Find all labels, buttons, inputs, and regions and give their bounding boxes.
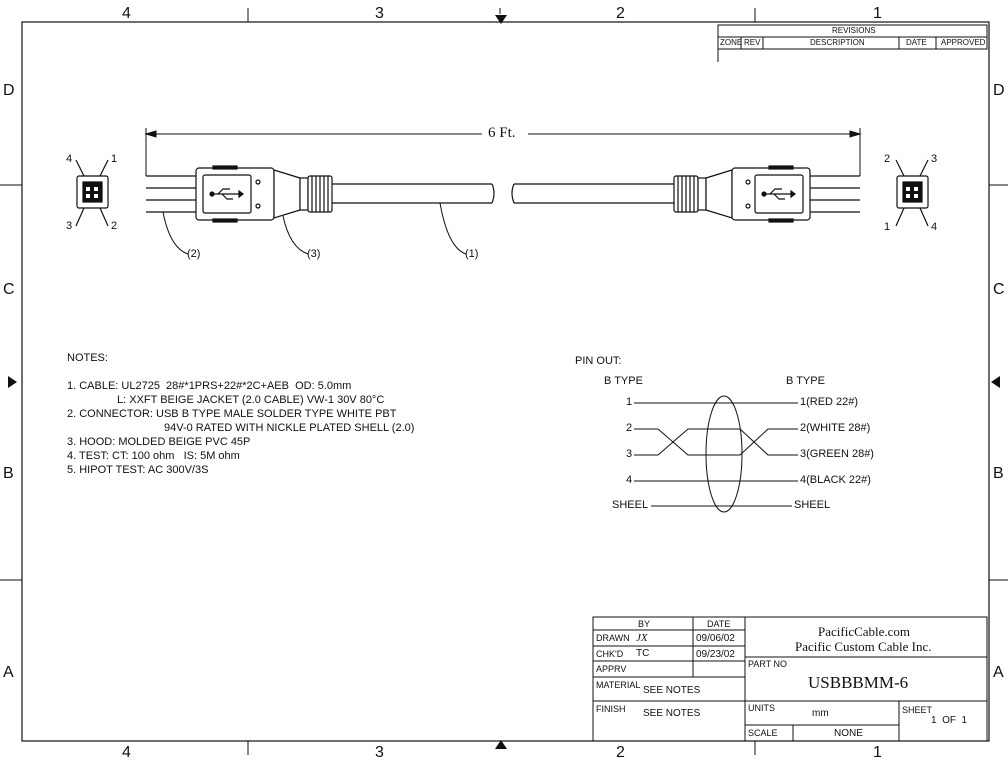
tb-drawn-by: JX (636, 632, 648, 644)
zone-col-1-top: 1 (873, 5, 882, 22)
tb-sheet-label: SHEET (902, 705, 933, 715)
pinout-heading: PIN OUT: (575, 355, 622, 367)
tb-material-label: MATERIAL (596, 680, 641, 690)
zone-col-4-bottom: 4 (122, 744, 131, 761)
zone-row-a-left: A (3, 664, 14, 681)
right-plug (512, 166, 860, 222)
zone-col-1-bottom: 1 (873, 744, 882, 761)
left-face-pin-3: 3 (66, 220, 73, 232)
tb-units-label: UNITS (748, 703, 775, 713)
revisions-header-description: DESCRIPTION (810, 38, 865, 47)
zone-row-c-left: C (3, 281, 15, 298)
note-line-1b: L: XXFT BEIGE JACKET (2.0 CABLE) VW-1 30V 80°C (117, 394, 385, 406)
zone-row-d-left: D (3, 82, 15, 99)
title-block-grid (593, 617, 987, 741)
right-face-pin-1: 1 (884, 221, 891, 233)
zone-row-c-right: C (993, 281, 1005, 298)
pinout-left-1: 1 (626, 396, 633, 408)
tb-finish-label: FINISH (596, 704, 626, 714)
tb-units: mm (812, 708, 829, 719)
tb-part-no: USBBBMM-6 (808, 673, 909, 692)
zone-row-b-right: B (993, 465, 1004, 482)
pinout-left-header: B TYPE (604, 375, 643, 387)
tb-company-web: PacificCable.com (818, 624, 911, 639)
pinout-right-3: 3(GREEN 28#) (800, 448, 874, 460)
pinout-left-shield: SHEEL (612, 499, 649, 511)
callout-3: (3) (307, 248, 321, 260)
callout-2: (2) (187, 248, 201, 260)
pinout-left-2: 2 (626, 422, 633, 434)
note-line-2b: 94V-0 RATED WITH NICKLE PLATED SHELL (2.0) (164, 422, 415, 434)
revisions-header-date: DATE (906, 38, 927, 47)
tb-apprv-label: APPRV (596, 664, 627, 674)
callout-1: (1) (465, 248, 479, 260)
pinout-right-header: B TYPE (786, 375, 825, 387)
tb-chkd-date: 09/23/02 (696, 649, 735, 660)
left-face-pin-2: 2 (111, 220, 118, 232)
zone-row-d-right: D (993, 82, 1005, 99)
zone-col-4-top: 4 (122, 5, 131, 22)
right-connector-face (896, 160, 928, 226)
note-line-1: 1. CABLE: UL2725 28#*1PRS+22#*2C+AEB OD: 5.0mm (67, 380, 352, 392)
note-line-2: 2. CONNECTOR: USB B TYPE MALE SOLDER TYPE WHITE PBT (67, 408, 397, 420)
pinout-left-3: 3 (626, 448, 633, 460)
zone-col-3-bottom: 3 (375, 744, 384, 761)
tb-drawn-label: DRAWN (596, 633, 630, 643)
tb-finish-value: SEE NOTES (643, 708, 701, 719)
right-face-pin-4: 4 (931, 221, 938, 233)
tb-date-header: DATE (707, 619, 731, 629)
length-label: 6 Ft. (488, 125, 516, 141)
tb-drawn-date: 09/06/02 (696, 633, 735, 644)
tb-chkd-label: CHK'D (596, 649, 624, 659)
pinout-right-1: 1(RED 22#) (800, 396, 859, 408)
pinout-right-2: 2(WHITE 28#) (800, 422, 871, 434)
revisions-header-approved: APPROVED (941, 38, 986, 47)
revisions-header-rev: REV (744, 38, 761, 47)
zone-row-b-left: B (3, 465, 14, 482)
tb-scale-label: SCALE (748, 728, 778, 738)
pinout-wires (634, 396, 798, 512)
zone-row-a-right: A (993, 664, 1004, 681)
revisions-title: REVISIONS (832, 26, 876, 35)
notes-heading: NOTES: (67, 352, 108, 364)
tb-sheet: 1 OF 1 (931, 715, 968, 726)
note-line-4: 4. TEST: CT: 100 ohm IS: 5M ohm (67, 450, 240, 462)
zone-col-2-top: 2 (616, 5, 625, 22)
pinout-right-shield: SHEEL (794, 499, 831, 511)
note-line-5: 5. HIPOT TEST: AC 300V/3S (67, 464, 209, 476)
zone-col-3-top: 3 (375, 5, 384, 22)
right-face-pin-3: 3 (931, 153, 938, 165)
tb-material-value: SEE NOTES (643, 685, 701, 696)
right-face-pin-2: 2 (884, 153, 891, 165)
zone-col-2-bottom: 2 (616, 744, 625, 761)
tb-part-no-label: PART NO (748, 659, 788, 669)
left-face-pin-4: 4 (66, 153, 73, 165)
note-line-3: 3. HOOD: MOLDED BEIGE PVC 45P (67, 436, 251, 448)
tb-chkd-by: TC (636, 648, 650, 659)
tb-by-header: BY (638, 619, 651, 629)
revisions-header-zone: ZONE (720, 38, 743, 47)
pinout-left-4: 4 (626, 474, 633, 486)
left-connector-face (76, 160, 108, 226)
tb-company-name: Pacific Custom Cable Inc. (795, 639, 932, 654)
tb-scale: NONE (834, 728, 863, 739)
pinout-right-4: 4(BLACK 22#) (800, 474, 871, 486)
left-face-pin-1: 1 (111, 153, 118, 165)
